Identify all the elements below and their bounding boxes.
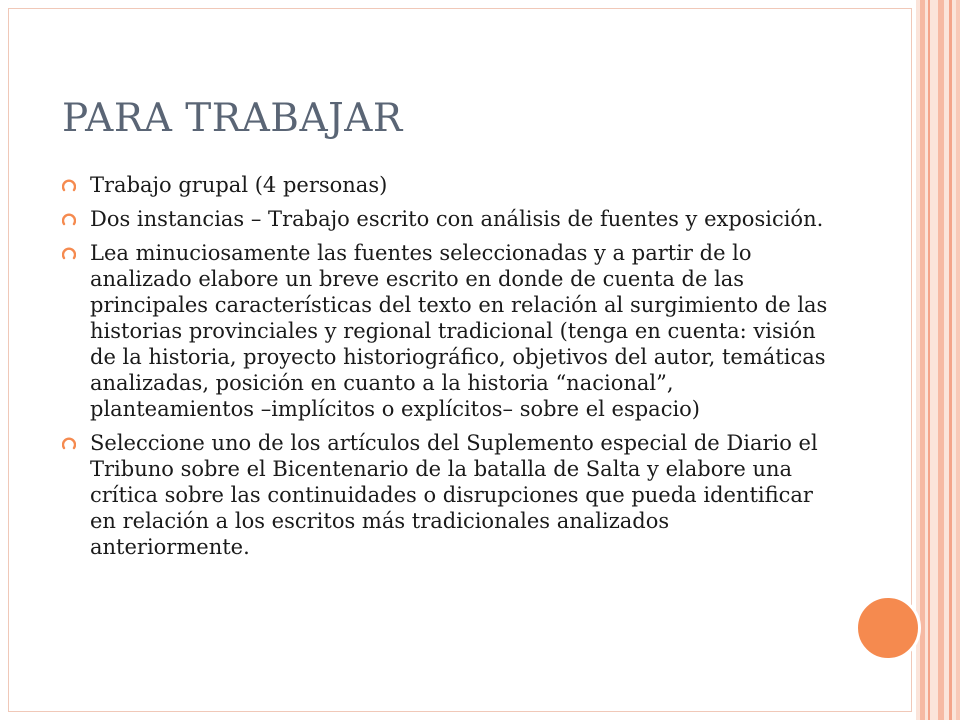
- bullet-icon: [62, 436, 76, 450]
- bullet-list: [62, 172, 832, 568]
- stripe: [949, 0, 952, 720]
- list-item: [62, 430, 832, 560]
- list-item-text: Trabajo grupal (4 personas): [90, 173, 388, 197]
- list-item-text: Dos instancias – Trabajo escrito con análisis de fuentes y exposición.: [90, 207, 824, 231]
- stripe: [938, 0, 944, 720]
- stripe: [920, 0, 925, 720]
- list-item: [62, 172, 832, 198]
- orange-circle-icon: [855, 595, 921, 661]
- list-item: [62, 206, 832, 232]
- list-item-text: Seleccione uno de los artículos del Suplemento especial de Diario el Tribuno sobre el Bicentenario de la batalla de Salta y elabore una crítica sobre las continuidades o disrupciones que pueda identificar en relación a los escritos más tradicionales analizados anteriormente.: [90, 431, 818, 559]
- list-item-text: Lea minuciosamente las fuentes seleccionadas y a partir de lo analizado elabore un breve escrito en donde de cuenta de las principales características del texto en relación al surgimiento de las historias provinciales y regional tradicional (tenga en cuenta: visión de la historia, proyecto historiográfico, objetivos del autor, temáticas analizadas, posición en cuanto a la historia “nacional”, planteamientos –implícitos o explícitos– sobre el espacio): [90, 241, 828, 421]
- stripe: [956, 0, 960, 720]
- bullet-icon: [62, 212, 76, 226]
- list-item: [62, 240, 832, 422]
- bullet-icon: [62, 178, 76, 192]
- bullet-icon: [62, 246, 76, 260]
- decorative-stripes: [916, 0, 960, 720]
- stripe: [928, 0, 930, 720]
- slide-title: PARA TRABAJAR: [62, 96, 403, 141]
